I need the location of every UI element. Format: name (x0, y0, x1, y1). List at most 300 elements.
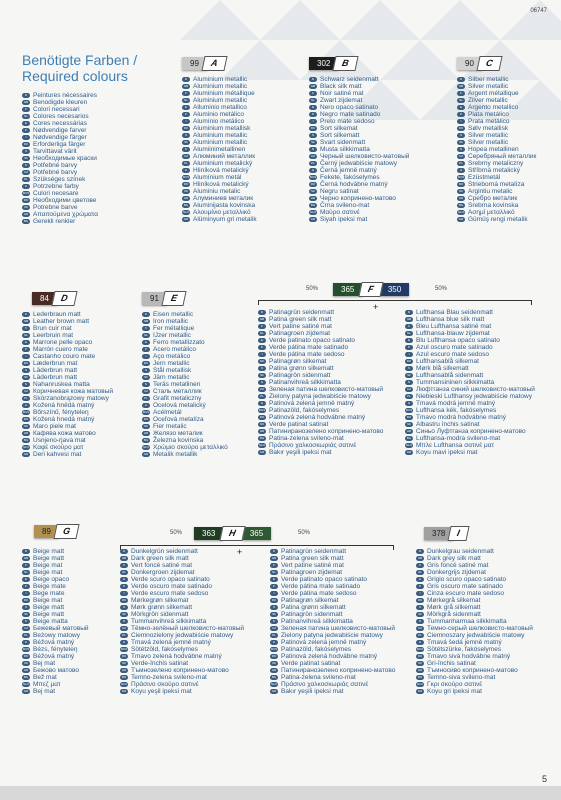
list-item (405, 309, 535, 316)
list-item (22, 360, 113, 367)
list-item (270, 597, 395, 604)
color-name-text: Erforderliga färger (33, 141, 86, 148)
list-item (270, 611, 395, 618)
language-badge: H (142, 403, 150, 408)
chip-letter: I (448, 526, 470, 541)
list-item (457, 97, 536, 104)
list-item (120, 569, 244, 576)
list-item (270, 576, 395, 583)
color-name-text: Maro piele mat (33, 423, 76, 430)
list-item (22, 183, 98, 190)
language-badge: RO (417, 654, 423, 658)
list-item (309, 195, 409, 202)
mix-percent-left: 50% (170, 530, 183, 536)
color-name-text: Prata metálico (468, 118, 510, 125)
list-item (416, 597, 533, 604)
language-badge: HR (121, 668, 127, 672)
language-badge: RUS (405, 408, 413, 412)
color-name-text: Patinanvihreä silkkimatta (269, 379, 341, 386)
list-item (22, 688, 89, 695)
list-item (416, 590, 533, 597)
language-badge: PL (416, 633, 424, 638)
list-item (309, 76, 409, 83)
list-item (416, 639, 533, 646)
color-name-text: Dark grey silk matt (427, 555, 481, 562)
language-badge: NL (22, 570, 30, 575)
language-badge: SK (259, 422, 264, 426)
language-badge: SF (258, 373, 266, 378)
mix-percent-right: 50% (298, 530, 311, 536)
color-name-text: Patina grønn silkematt (281, 604, 346, 611)
list-item (270, 625, 395, 632)
language-badge: RUS (22, 647, 30, 651)
list-item (416, 548, 533, 555)
list-item (22, 562, 89, 569)
list-item (405, 421, 535, 428)
color-name-text: Siyah ipeksi mat (320, 216, 368, 223)
language-badge: SK (143, 424, 148, 428)
language-badge: PL (22, 177, 30, 182)
list-item (405, 337, 535, 344)
language-badge: DK (271, 598, 277, 602)
color-name-text: Beige matt (33, 604, 65, 611)
language-badge: SK (23, 661, 28, 665)
list-item (142, 367, 228, 374)
language-badge: GR (259, 450, 265, 454)
list-item (457, 202, 536, 209)
color-name-text: Kožená hnedá matný (33, 416, 95, 423)
list-item (258, 323, 383, 330)
page-title (22, 52, 137, 84)
language-badge: PL (405, 394, 413, 399)
list-item (22, 169, 98, 176)
language-badge: SF (309, 140, 317, 145)
color-name-text: Acélmetál (153, 409, 182, 416)
language-badge: F (22, 107, 30, 112)
color-list-378 (416, 548, 533, 695)
list-item (258, 365, 383, 372)
language-badge: D (142, 312, 150, 317)
list-item (22, 339, 113, 346)
list-item (182, 146, 257, 153)
color-name-text: Καφέ σκούρο ματ (33, 444, 84, 451)
language-badge: H (309, 168, 317, 173)
list-item (22, 353, 113, 360)
color-name-text: Černý jedwabiście matowy (320, 160, 397, 167)
color-name-text: Tmavá modrá jemně matný (416, 400, 496, 407)
color-name-text: Nahanruskea matta (33, 381, 90, 388)
language-badge: S (120, 605, 128, 610)
language-badge: BG (183, 203, 189, 207)
list-item (270, 660, 395, 667)
list-item (457, 139, 536, 146)
color-name-text: Verde oscuro mate satinado (131, 583, 212, 590)
color-name-text: Bleu Lufthansa satiné mat (416, 323, 492, 330)
list-item (22, 162, 98, 169)
language-badge: GR (121, 689, 127, 693)
list-item (182, 181, 257, 188)
color-name-text: Usnjeno-rjava mat (33, 437, 86, 444)
color-name-text: Fer métallique (153, 325, 195, 332)
color-name-text: Patinazöld, fakóselymes (281, 646, 352, 653)
color-name-text: Hliníková metalický (193, 181, 249, 188)
color-name-text: Необходимые краски (33, 155, 97, 162)
list-item (142, 353, 228, 360)
list-item (416, 646, 533, 653)
language-badge: H (120, 640, 128, 645)
color-name-text: Silber metallic (468, 76, 509, 83)
language-badge: H (258, 401, 266, 406)
color-name-text: Schwarz seidenmatt (320, 76, 379, 83)
color-name-text: Koyu gri ipeksi mat (427, 688, 482, 695)
language-badge: I (182, 119, 190, 124)
list-item (182, 188, 257, 195)
color-name-text: Grafit metaliczny (153, 395, 202, 402)
chip-letter: B (333, 56, 359, 71)
color-name-text: Peintures nécessaires (33, 92, 97, 99)
color-name-text: Black silk matt (320, 83, 362, 90)
chip-letter: A (201, 56, 227, 71)
language-badge: SK (458, 189, 463, 193)
list-item (258, 442, 383, 449)
list-item (142, 388, 228, 395)
language-badge: E (142, 340, 150, 345)
language-badge: S (270, 605, 278, 610)
color-name-text: Grigio scuro opaco satinato (427, 576, 507, 583)
color-name-text: Алюминий металлик (193, 153, 256, 160)
language-badge: P (142, 347, 150, 352)
list-item (142, 395, 228, 402)
language-badge: S (142, 368, 150, 373)
language-badge: HR (310, 196, 316, 200)
color-name-text: Benodigde kleuren (33, 99, 88, 106)
general-list (22, 92, 98, 225)
list-item (258, 386, 383, 393)
list-item (182, 202, 257, 209)
list-item (120, 653, 244, 660)
color-list-365 (258, 309, 383, 456)
list-item (309, 83, 409, 90)
language-badge: D (120, 549, 128, 554)
language-badge: GB (310, 84, 316, 88)
list-item (258, 316, 383, 323)
language-badge: E (405, 338, 413, 343)
list-item (120, 674, 244, 681)
list-item (405, 407, 535, 414)
color-name-text: Kožená hnědá matný (33, 402, 95, 409)
language-badge: SLO (120, 682, 127, 686)
color-name-text: Metalik metallik (153, 451, 198, 458)
language-badge: CZ (311, 154, 315, 158)
language-badge: I (120, 591, 128, 596)
language-badge: RUS (457, 175, 465, 179)
language-badge: GB (406, 317, 412, 321)
chip-letter: H (220, 526, 246, 541)
language-badge: RO (121, 654, 127, 658)
mix-bracket (258, 300, 532, 305)
language-badge: HR (259, 429, 265, 433)
list-item (22, 388, 113, 395)
language-badge: RUS (416, 647, 424, 651)
list-item (405, 372, 535, 379)
list-item (457, 132, 536, 139)
color-name-text: Απαιτούμενα χρώματα (33, 211, 98, 218)
language-badge: GR (23, 452, 29, 456)
language-badge: D (22, 312, 30, 317)
language-badge: P (416, 584, 424, 589)
language-badge: N (22, 163, 30, 168)
list-item (182, 111, 257, 118)
language-badge: I (457, 119, 465, 124)
language-badge: P (22, 347, 30, 352)
language-badge: GB (143, 319, 149, 323)
color-name-text: Patinagroen zijdemat (269, 330, 331, 337)
color-name-text: Szükséges színek (33, 176, 86, 183)
language-badge: PL (309, 161, 317, 166)
language-badge: I (405, 352, 413, 357)
list-item (309, 146, 409, 153)
chip-number-350: 350 (380, 283, 409, 296)
language-badge: PL (258, 394, 266, 399)
color-name-text: Colori necessari (33, 106, 80, 113)
list-item (22, 660, 89, 667)
list-item (120, 681, 244, 688)
color-name-text: Sötétszürke, fakóselymes (427, 646, 502, 653)
language-badge: DK (417, 598, 423, 602)
color-name-text: Beżowy matowy (33, 632, 80, 639)
color-chip-91 (142, 292, 185, 305)
color-name-text: Silver metallic (468, 132, 509, 139)
list-item (309, 104, 409, 111)
color-name-text: Темно-серый шелковисто-матовый (427, 625, 533, 632)
list-item (120, 639, 244, 646)
list-item (270, 674, 395, 681)
language-badge: GB (23, 100, 29, 104)
color-name-text: Teräs metallinen (153, 381, 201, 388)
language-badge: NL (405, 331, 413, 336)
list-item (22, 106, 98, 113)
list-item (142, 444, 228, 451)
chip-number-365: 365 (242, 527, 271, 540)
list-item (22, 190, 98, 197)
language-badge: F (258, 324, 266, 329)
list-item (258, 407, 383, 414)
language-badge: RUS (22, 410, 30, 414)
color-name-text: Patina-zelena svileno-mat (281, 674, 356, 681)
color-name-text: Verde pátina mate satinado (281, 583, 361, 590)
list-item (22, 667, 89, 674)
color-name-text: Beige mat (33, 597, 63, 604)
language-badge: F (416, 563, 424, 568)
language-badge: F (270, 563, 278, 568)
language-badge: GB (183, 84, 189, 88)
language-badge: F (120, 563, 128, 568)
color-name-text: Gri-închis satinat (427, 660, 476, 667)
list-item (22, 555, 89, 562)
color-name-text: Verde patinato opaco satinato (281, 576, 368, 583)
list-item (182, 76, 257, 83)
color-name-text: Beige mat (33, 569, 63, 576)
language-badge: GB (121, 556, 127, 560)
color-name-text: Silver metallic (468, 139, 509, 146)
mix-percent-left: 50% (306, 286, 319, 292)
language-badge: NL (22, 114, 30, 119)
language-badge: GR (143, 452, 149, 456)
color-name-text: Vert foncé satiné mat (131, 562, 193, 569)
list-item (22, 583, 89, 590)
list-item (120, 618, 244, 625)
list-item (258, 372, 383, 379)
color-list-84 (22, 311, 113, 458)
chip-number: 378 (424, 527, 453, 540)
color-name-text: Mørkegrå silkemat (427, 597, 481, 604)
list-item (182, 167, 257, 174)
color-name-text: Bej mat (33, 688, 56, 695)
color-name-text: Iron metallic (153, 318, 189, 325)
language-badge: SLO (309, 210, 316, 214)
language-badge: RO (259, 415, 265, 419)
list-item (22, 576, 89, 583)
language-badge: SK (183, 189, 188, 193)
color-name-text: Skórzanobrązowy matowy (33, 395, 109, 402)
list-item (309, 216, 409, 223)
list-item (416, 674, 533, 681)
color-name-text: Πράσινο χαλκοσκωριάς σατινέ (281, 681, 369, 688)
list-item (120, 625, 244, 632)
language-badge: N (309, 147, 317, 152)
color-name-text: Patinová zelená hodvábne matný (269, 414, 366, 421)
language-badge: RUS (270, 647, 278, 651)
list-item (22, 134, 98, 141)
language-badge: CZ (144, 389, 148, 393)
color-name-text: Ezüstmetál (468, 174, 501, 181)
language-badge: H (457, 168, 465, 173)
color-name-text: Dunkelgrün seidenmatt (131, 548, 198, 555)
language-badge: SLO (22, 445, 29, 449)
language-badge: N (142, 382, 150, 387)
list-item (416, 667, 533, 674)
list-item (120, 632, 244, 639)
color-name-text: Mørkegrøn silkemat (131, 597, 189, 604)
color-name-text: Alumiinimetallinen (193, 146, 246, 153)
color-name-text: Μαύρο σατινέ (320, 209, 360, 216)
color-name-text: Χρώμιο σκούρο μεταλλικό (153, 444, 228, 451)
list-item (405, 449, 535, 456)
list-item (270, 667, 395, 674)
list-item (405, 365, 535, 372)
language-badge: DK (121, 598, 127, 602)
color-name-text: Lufthansa blue silk matt (416, 316, 485, 323)
list-item (22, 632, 89, 639)
color-name-text: Tmavá zelená jemně matný (131, 639, 211, 646)
title-line-1: Benötigte Farben / (22, 52, 138, 68)
list-item (182, 139, 257, 146)
language-badge: HR (417, 668, 423, 672)
list-item (142, 325, 228, 332)
language-badge: D (22, 93, 30, 98)
color-name-text: Verde patinato opaco satinato (269, 337, 356, 344)
color-name-text: Tummanharmaa silkkimatta (427, 618, 507, 625)
list-item (416, 653, 533, 660)
language-badge: GR (271, 689, 277, 693)
list-item (258, 309, 383, 316)
color-chip-89 (34, 525, 78, 538)
color-list-302 (309, 76, 409, 223)
list-item (457, 167, 536, 174)
color-name-text: Zielony patyna jedwabiście matowy (269, 393, 371, 400)
list-item (405, 400, 535, 407)
language-badge: H (22, 640, 30, 645)
list-item (22, 423, 113, 430)
list-item (258, 428, 383, 435)
language-badge: RO (458, 182, 464, 186)
color-name-text: Zilver metallic (468, 97, 508, 104)
list-item (142, 381, 228, 388)
color-name-text: Stål metallisk (153, 367, 192, 374)
language-badge: P (22, 128, 30, 133)
page-code: 06747 (530, 8, 547, 14)
language-badge: BG (23, 675, 29, 679)
language-badge: SLO (270, 682, 277, 686)
language-badge: E (309, 105, 317, 110)
list-item (416, 555, 533, 562)
language-badge: N (22, 382, 30, 387)
chip-number: 89 (34, 525, 59, 538)
language-badge: RO (143, 417, 149, 421)
list-item (182, 216, 257, 223)
list-item (22, 611, 89, 618)
list-item (270, 569, 395, 576)
color-name-text: Beige mat (33, 562, 63, 569)
language-badge: P (120, 584, 128, 589)
color-name-text: Patina green silk matt (281, 555, 344, 562)
color-name-text: Aluminio metálico (193, 111, 244, 118)
language-badge: E (22, 340, 30, 345)
color-name-text: Ocelová metalický (153, 402, 206, 409)
language-badge: HR (23, 431, 29, 435)
color-chip-378 (424, 527, 468, 540)
language-badge: CZ (24, 389, 28, 393)
color-chip-302 (309, 57, 357, 70)
language-badge: HR (183, 196, 189, 200)
language-badge: HR (458, 196, 464, 200)
color-name-text: Läderbrun matt (33, 374, 78, 381)
language-badge: P (309, 112, 317, 117)
color-name-text: Verde scuro opaco satinato (131, 576, 210, 583)
list-item (22, 99, 98, 106)
color-name-text: Negro mate satinado (320, 111, 381, 118)
list-item (405, 316, 535, 323)
language-badge: I (142, 354, 150, 359)
color-name-text: Hliníková metalický (193, 167, 249, 174)
list-item (416, 618, 533, 625)
language-badge: NL (22, 333, 30, 338)
list-item (309, 153, 409, 160)
color-name-text: Bege mate (33, 590, 65, 597)
color-chip-99 (182, 57, 225, 70)
color-name-text: Необходими цветове (33, 197, 97, 204)
language-badge: PL (182, 161, 190, 166)
list-item (120, 611, 244, 618)
color-name-text: Bézs, fényteleη (33, 646, 78, 653)
color-name-text: Silver metallic (468, 83, 509, 90)
list-item (270, 548, 395, 555)
page-number: 5 (541, 774, 547, 784)
list-item (22, 430, 113, 437)
color-name-text: Musta silkkimatta (320, 146, 370, 153)
language-badge: CZ (122, 626, 126, 630)
color-name-text: Sötétzöld, fakóselymes (131, 646, 198, 653)
